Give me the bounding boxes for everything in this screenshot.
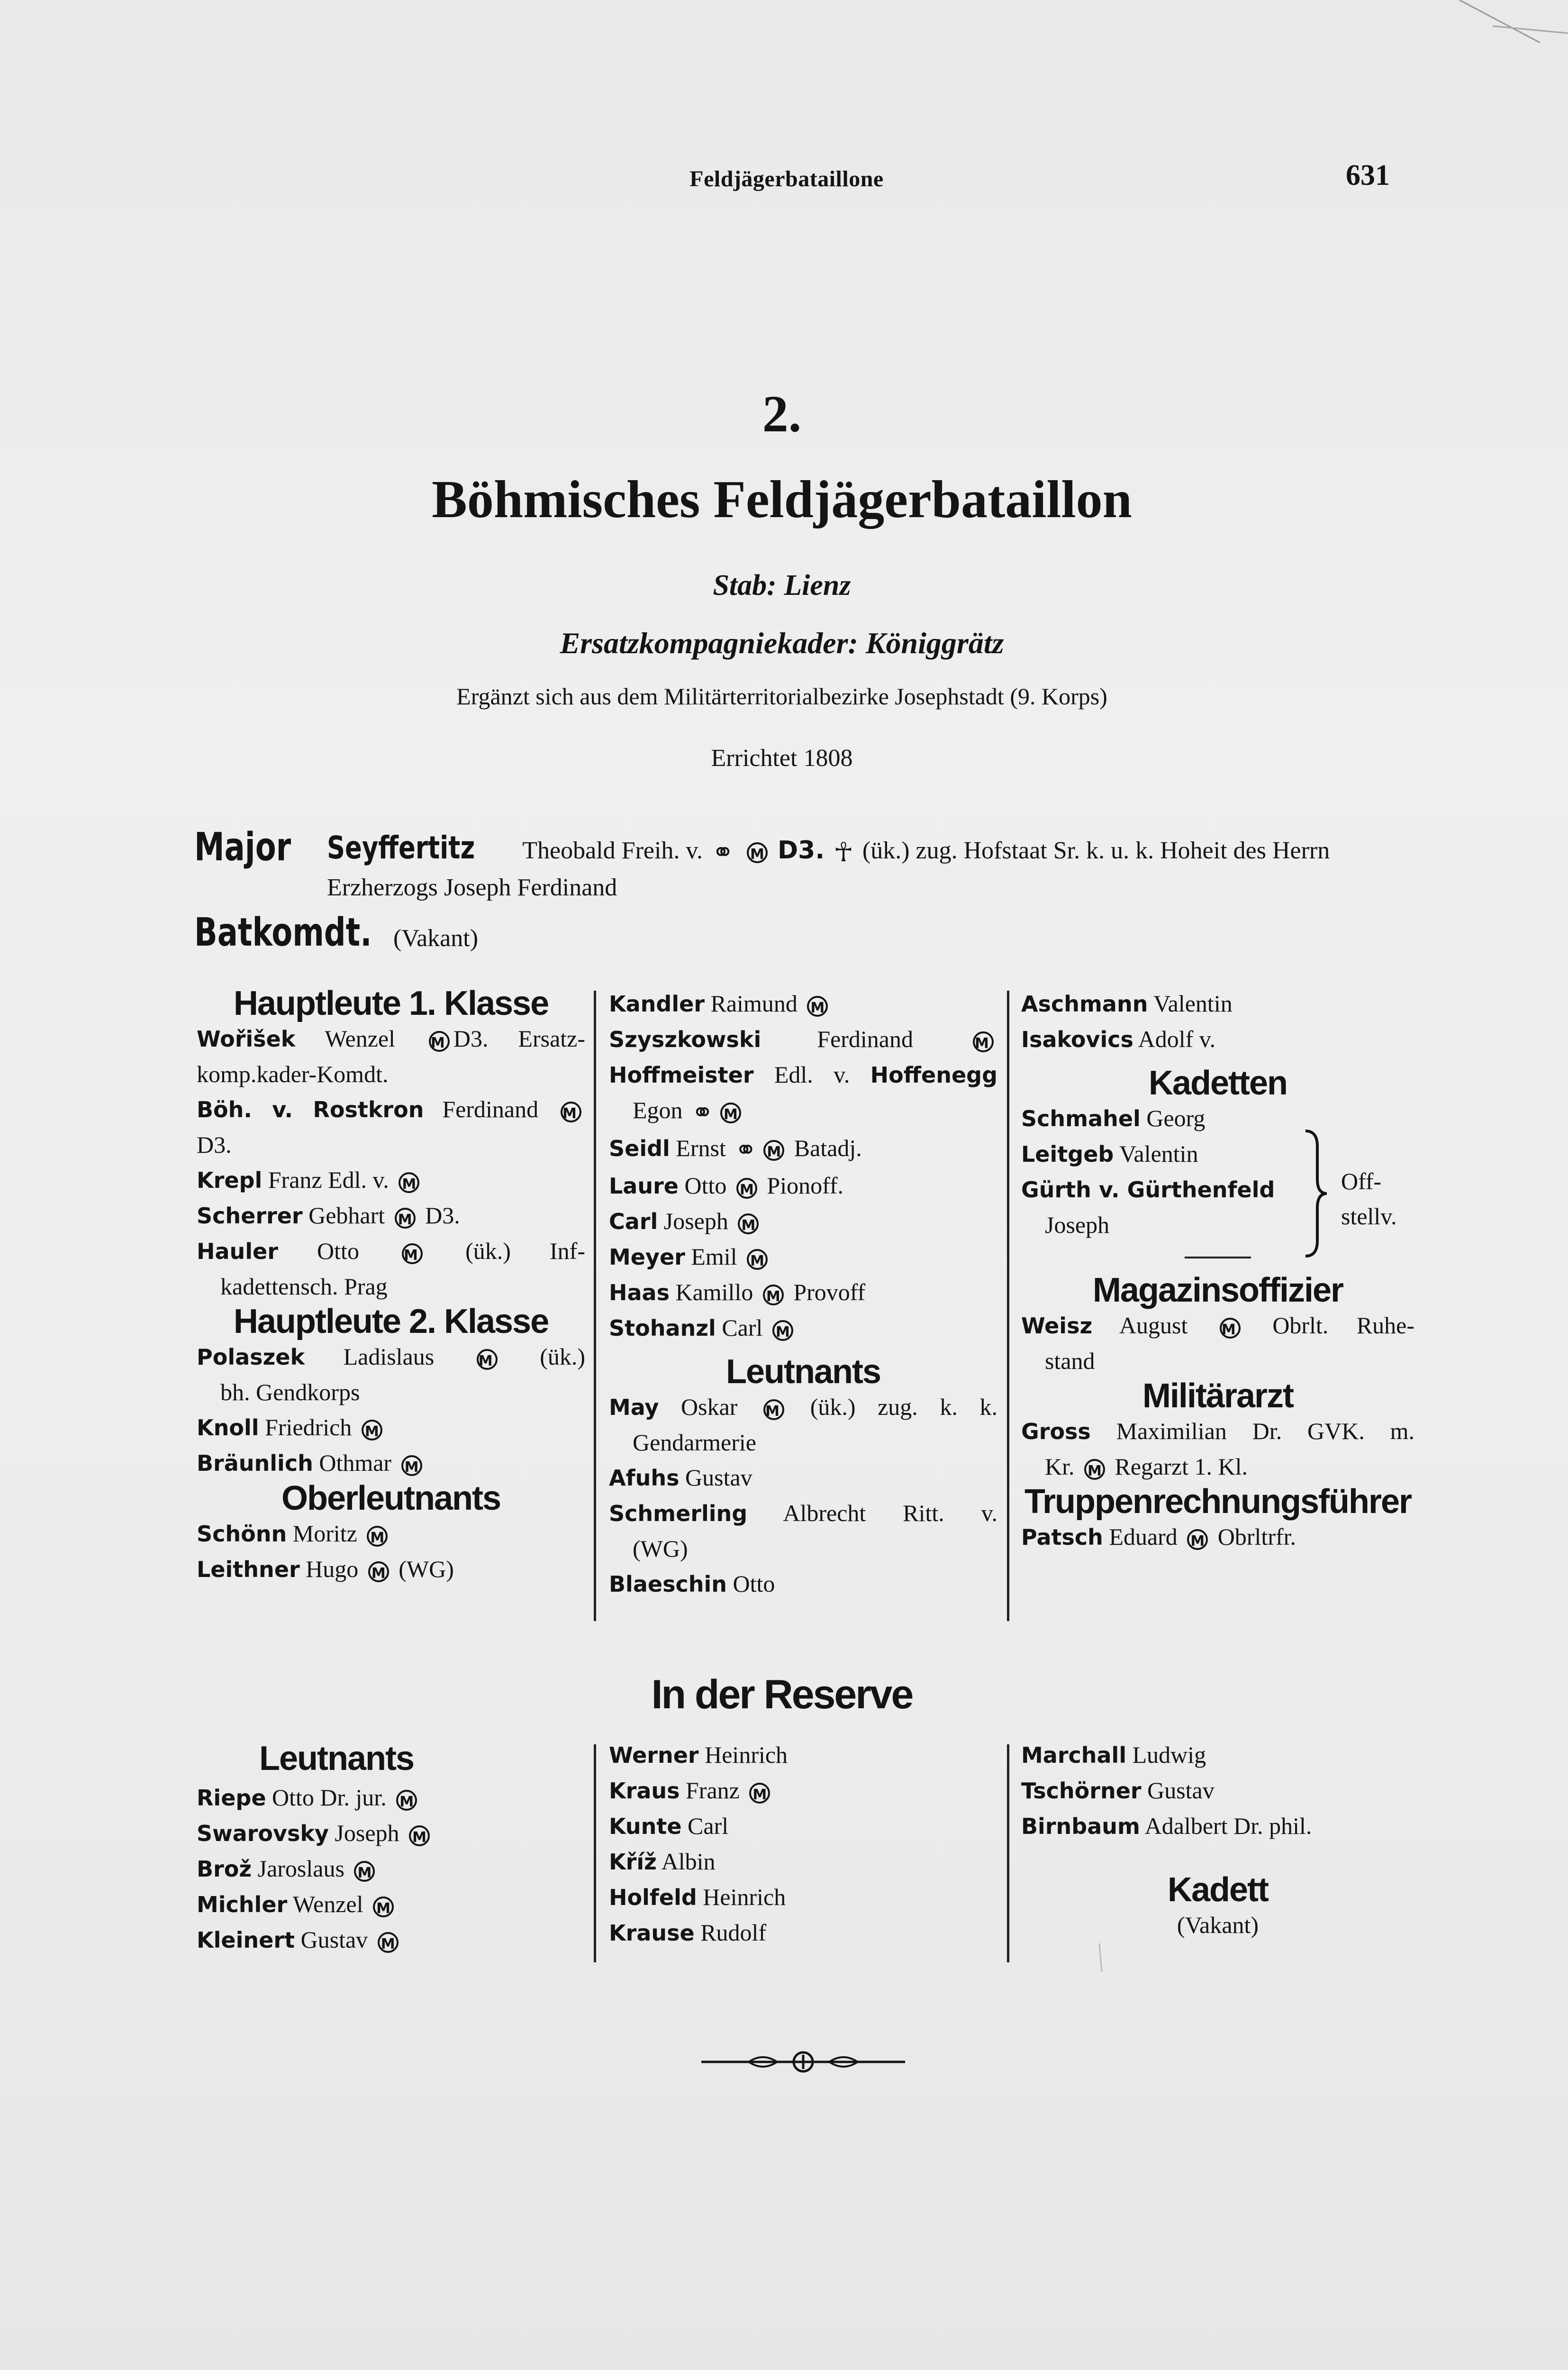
merit-medal-icon: M: [409, 1825, 430, 1846]
heading-truppenrechnungsfuehrer: Truppenrechnungsführer: [1024, 1483, 1412, 1521]
list-item: Schönn Moritz M: [197, 1516, 585, 1551]
list-item: Böh. v. Rostkron Ferdinand M: [197, 1092, 585, 1127]
heading-hauptleute-1: Hauptleute 1. Klasse: [233, 984, 549, 1022]
merit-medal-icon: M: [362, 1420, 382, 1440]
stab-line: [426, 569, 1137, 602]
merit-medal-icon: M: [1220, 1318, 1241, 1339]
list-item-cont: Gendarmerie: [633, 1429, 756, 1456]
list-item: Swarovsky Joseph M: [197, 1815, 476, 1851]
merit-medal-icon: M: [378, 1932, 399, 1953]
list-item-cont: Kr. M Regarzt 1. Kl.: [1045, 1453, 1248, 1480]
merit-medal-icon: M: [367, 1526, 388, 1547]
list-item-cont: stand: [1045, 1348, 1095, 1374]
list-item: Schmerling Albrecht Ritt. v.: [609, 1500, 997, 1527]
list-item: Aschmann Valentin: [1021, 990, 1233, 1017]
column-1: [197, 986, 585, 1587]
list-item: Kunte Carl: [609, 1813, 729, 1839]
merit-medal-icon: M: [399, 1172, 419, 1193]
merit-medal-icon: M: [749, 1783, 770, 1804]
merit-medal-icon: M: [561, 1102, 581, 1122]
list-item: Weisz August M Obrlt. Ruhe-: [1021, 1312, 1415, 1339]
merit-medal-icon: M: [738, 1213, 759, 1234]
list-item: Michler Wenzel M: [197, 1887, 476, 1922]
reserve-column-1: [197, 1737, 476, 1958]
merit-medal-icon: M: [477, 1349, 498, 1370]
merit-medal-icon: M: [747, 842, 768, 863]
heading-kadett: Kadett: [1167, 1871, 1268, 1909]
list-item-cont: Joseph: [1045, 1212, 1110, 1238]
list-item: Kraus Franz M: [609, 1773, 997, 1808]
merit-medal-icon: M: [368, 1561, 389, 1582]
list-item: Stohanzl Carl M: [609, 1310, 997, 1346]
list-item-cont: komp.kader-Komdt.: [197, 1061, 389, 1087]
list-item: Schmahel Georg: [1021, 1105, 1205, 1131]
major-text-c: (ük.) zug. Hofstaat Sr. k. u. k. Hoheit des Herrn Erzherzogs Joseph Ferdinand: [327, 837, 1330, 902]
merit-medal-icon: M: [736, 1178, 757, 1199]
heading-hauptleute-2: Hauptleute 2. Klasse: [233, 1303, 549, 1340]
list-item-cont: Egon ⚭ M: [609, 1093, 997, 1130]
list-item-cont: D3.: [197, 1131, 232, 1158]
list-item-cont: bh. Gendkorps: [220, 1379, 360, 1405]
list-item: Isakovics Adolf v.: [1021, 1026, 1216, 1052]
reserve-column-3: [1021, 1737, 1414, 1942]
list-item: Leitgeb Valentin: [1021, 1140, 1198, 1167]
brace-icon: [1301, 1127, 1329, 1260]
merit-medal-icon: M: [1187, 1529, 1208, 1550]
column-3: [1021, 986, 1414, 1555]
list-item: Holfeld Heinrich: [609, 1884, 786, 1910]
major-entry: [327, 830, 1407, 905]
merit-medal-icon: M: [395, 1208, 416, 1229]
merit-medal-icon: M: [1084, 1459, 1105, 1480]
list-item: Knoll Friedrich M: [197, 1410, 585, 1445]
errichtet-line: Errichtet 1808: [711, 745, 853, 772]
stab-label: Stab:: [713, 569, 777, 602]
merit-medal-icon: M: [973, 1031, 994, 1052]
list-item: Hauler Otto M (ük.) Inf-: [197, 1238, 585, 1264]
ersatz-label: Ersatzkompagniekader:: [560, 626, 858, 660]
list-item: Werner Heinrich: [609, 1741, 788, 1768]
ersatz-line: [332, 626, 1232, 661]
list-item: Krause Rudolf: [609, 1919, 767, 1946]
major-text-b: D3.: [777, 836, 825, 865]
list-item: Carl Joseph M: [609, 1203, 997, 1239]
page-number: 631: [1346, 159, 1390, 191]
heading-militaerarzt: Militärarzt: [1142, 1377, 1294, 1415]
merit-medal-icon: M: [747, 1249, 768, 1270]
merit-medal-icon: M: [402, 1243, 423, 1264]
ornament-divider-icon: [701, 2048, 905, 2076]
major-text-a: Theobald Freih. v.: [522, 837, 703, 864]
reserve-rule-right: [1007, 1744, 1009, 1962]
batkomdt-text: (Vakant): [393, 925, 479, 952]
ergaenzt-line: Ergänzt sich aus dem Militärterritorialbezirke Josephstadt (9. Korps): [456, 683, 1107, 710]
list-item: Afuhs Gustav: [609, 1464, 752, 1491]
list-item: Szyszkowski Ferdinand M: [609, 1021, 997, 1057]
merit-medal-icon: M: [720, 1103, 741, 1123]
list-item: Bräunlich Othmar M: [197, 1445, 585, 1481]
heading-leutnants: Leutnants: [725, 1353, 880, 1391]
list-item: Gürth v. Gürthenfeld: [1021, 1177, 1275, 1203]
list-item: Seidl Ernst ⚭ M Batadj.: [609, 1134, 862, 1166]
merit-medal-icon: M: [763, 1399, 784, 1420]
list-item: Kandler Raimund M: [609, 986, 997, 1021]
merit-medal-icon: M: [807, 996, 828, 1017]
heading-kadetten: Kadetten: [1148, 1064, 1287, 1102]
list-item: Marchall Ludwig: [1021, 1741, 1206, 1768]
list-item: May Oskar M (ük.) zug. k. k.: [609, 1394, 998, 1421]
list-item: Laure Otto M Pionoff.: [609, 1172, 843, 1199]
column-2: [609, 986, 997, 1602]
list-item: Meyer Emil M: [609, 1239, 997, 1275]
reserve-rule-left: [594, 1744, 596, 1962]
major-label: Major: [194, 825, 291, 870]
list-item: Tschörner Gustav: [1021, 1777, 1215, 1804]
list-item: Haas Kamillo M Provoff: [609, 1279, 866, 1306]
spacer: [1021, 1844, 1414, 1872]
heading-magazinsoffizier: Magazinsoffizier: [1092, 1271, 1343, 1309]
offstellv-note: Off- stellv.: [1341, 1168, 1397, 1230]
batkomdt-label: Batkomdt.: [194, 910, 372, 955]
battalion-title: Böhmisches Feldjägerbataillon: [432, 470, 1132, 529]
list-item: Wořišek Wenzel M D3. Ersatz-: [197, 1025, 585, 1052]
list-item: Riepe Otto Dr. jur. M: [197, 1780, 476, 1815]
reserve-heading: In der Reserve: [651, 1672, 913, 1717]
running-title: Feldjägerbataillone: [689, 166, 884, 191]
merit-medal-icon: M: [763, 1140, 784, 1161]
heading-reserve-leutnants: Leutnants: [259, 1740, 414, 1778]
column-rule-left: [594, 991, 596, 1621]
reserve-column-2: [609, 1737, 997, 1951]
section-rule: [1185, 1257, 1251, 1258]
merit-medal-icon: M: [763, 1285, 784, 1305]
list-item: Leithner Hugo M (WG): [197, 1556, 454, 1582]
order-decoration-icon: ⚭: [712, 838, 734, 868]
list-item: Kříž Albin: [609, 1848, 716, 1875]
list-item: Birnbaum Adalbert Dr. phil.: [1021, 1813, 1312, 1839]
major-name: Seyffertitz: [327, 830, 475, 866]
battalion-number: 2.: [762, 385, 802, 443]
merit-medal-icon: M: [772, 1320, 793, 1341]
list-item: Scherrer Gebhart M D3.: [197, 1202, 460, 1229]
list-item-cont: (WG): [633, 1535, 688, 1562]
list-item: Gross Maximilian Dr. GVK. m.: [1021, 1418, 1414, 1444]
merit-medal-icon: M: [429, 1031, 450, 1052]
merit-medal-icon: M: [396, 1790, 417, 1811]
kadett-vakant: (Vakant): [1177, 1912, 1259, 1938]
ersatz-place: Königgrätz: [865, 626, 1004, 660]
list-item: Hoffmeister Edl. v. Hoffenegg: [609, 1061, 998, 1088]
list-item: Polaszek Ladislaus M (ük.): [197, 1343, 586, 1370]
list-item: Blaeschin Otto: [609, 1570, 775, 1597]
heading-oberleutnants: Oberleutnants: [281, 1479, 501, 1517]
list-item: Krepl Franz Edl. v. M: [197, 1162, 585, 1198]
merit-medal-icon: M: [401, 1455, 422, 1476]
list-item-cont: kadettensch. Prag: [220, 1273, 388, 1300]
list-item: Kleinert Gustav M: [197, 1922, 476, 1958]
merit-medal-icon: M: [354, 1861, 375, 1882]
list-item: Brož Jaroslaus M: [197, 1851, 476, 1887]
cross-decoration-icon: ☥: [834, 838, 853, 868]
column-rule-right: [1007, 991, 1009, 1621]
stab-place: Lienz: [784, 569, 851, 602]
merit-medal-icon: M: [373, 1896, 394, 1917]
order-decoration-icon: ⚭: [691, 1098, 714, 1128]
order-decoration-icon: ⚭: [734, 1136, 757, 1166]
list-item: Patsch Eduard M Obrltrfr.: [1021, 1523, 1296, 1550]
